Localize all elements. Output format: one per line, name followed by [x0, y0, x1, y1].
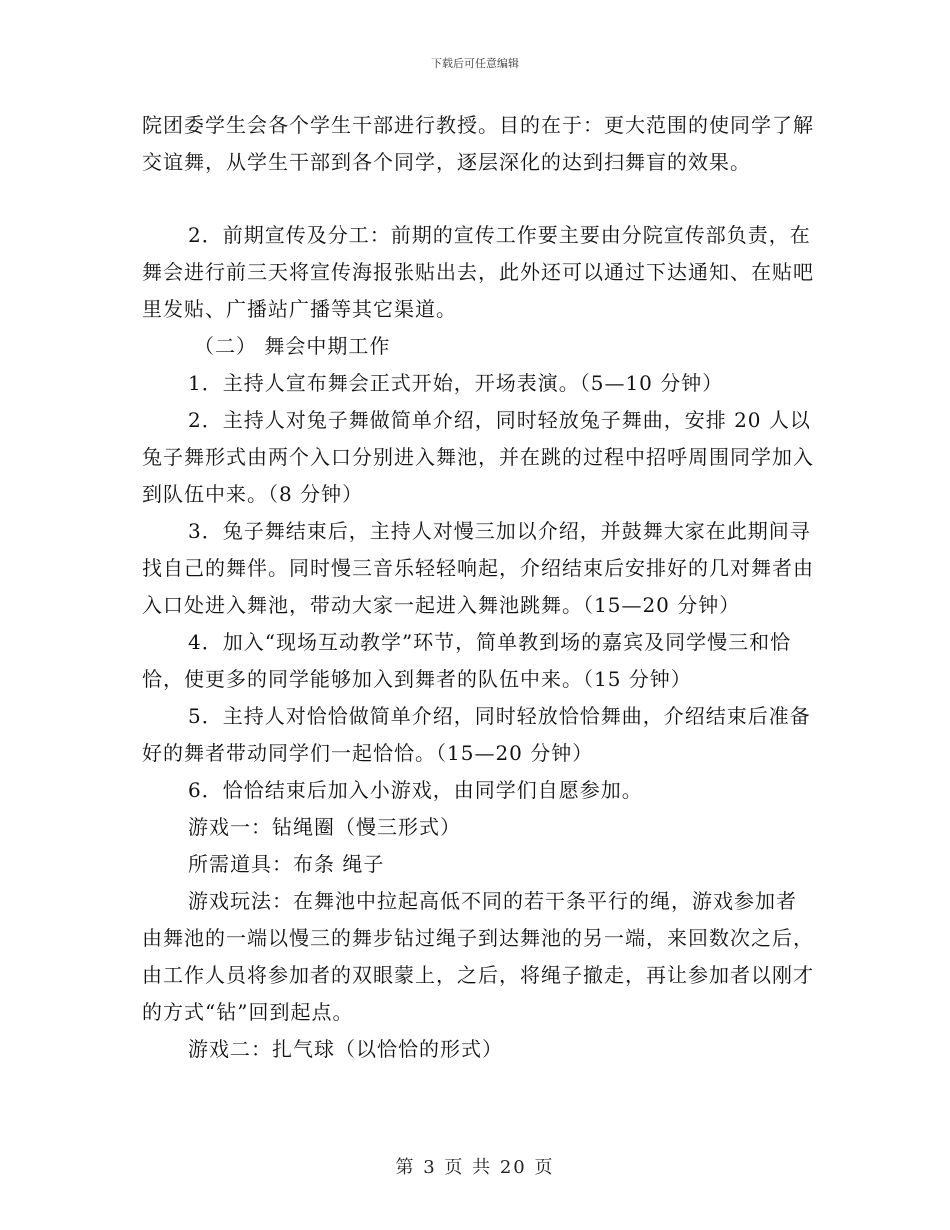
paragraph-publicity: 2．前期宣传及分工：前期的宣传工作要主要由分院宣传部负责，在舞会进行前三天将宣传海报张贴出去，此外还可以通过下达通知、在贴吧里发贴、广播站广播等其它渠道。	[142, 223, 814, 321]
step-3: 3．兔子舞结束后，主持人对慢三加以介绍，并鼓舞大家在此期间寻找自己的舞伴。同时慢三音乐轻轻响起，介绍结束后安排好的几对舞者由入口处进入舞池，带动大家一起进入舞池跳舞。（15—20 分钟）	[142, 519, 814, 617]
step-2: 2．主持人对兔子舞做简单介绍，同时轻放兔子舞曲，安排 20 人以兔子舞形式由两个入口分别进入舞池，并在跳的过程中招呼周围同学加入到队伍中来。（8 分钟）	[142, 408, 814, 506]
page-footer: 第 3 页 共 20 页	[395, 1157, 555, 1178]
game-1-props: 所需道具：布条 绳子	[188, 852, 385, 876]
step-1: 1．主持人宣布舞会正式开始，开场表演。（5—10 分钟）	[188, 371, 724, 395]
step-5: 5．主持人对恰恰做简单介绍，同时轻放恰恰舞曲，介绍结束后准备好的舞者带动同学们一起恰恰。（15—20 分钟）	[142, 704, 811, 765]
paragraph-spacer	[142, 181, 814, 217]
game-1-title: 游戏一：钻绳圈（慢三形式）	[188, 815, 461, 839]
game-1-rules: 游戏玩法：在舞池中拉起高低不同的若干条平行的绳，游戏参加者由舞池的一端以慢三的舞步钻过绳子到达舞池的另一端，来回数次之后，由工作人员将参加者的双眼蒙上，之后，将绳子撤走，再让参加者以刚才的方式“钻”回到起点。	[142, 889, 814, 1024]
step-4: 4．加入“现场互动教学”环节，简单教到场的嘉宾及同学慢三和恰恰，使更多的同学能够加入到舞者的队伍中来。（15 分钟）	[142, 630, 792, 691]
game-2-title: 游戏二：扎气球（以恰恰的形式）	[188, 1037, 503, 1061]
step-6: 6．恰恰结束后加入小游戏，由同学们自愿参加。	[188, 778, 643, 802]
document-body	[142, 107, 814, 1068]
section-heading-mid-stage: （二） 舞会中期工作	[194, 334, 391, 358]
paragraph-continued: 院团委学生会各个学生干部进行教授。目的在于：更大范围的使同学了解交谊舞，从学生干部到各个同学，逐层深化的达到扫舞盲的效果。	[142, 113, 814, 174]
page-header: 下载后可任意编辑	[431, 57, 519, 70]
